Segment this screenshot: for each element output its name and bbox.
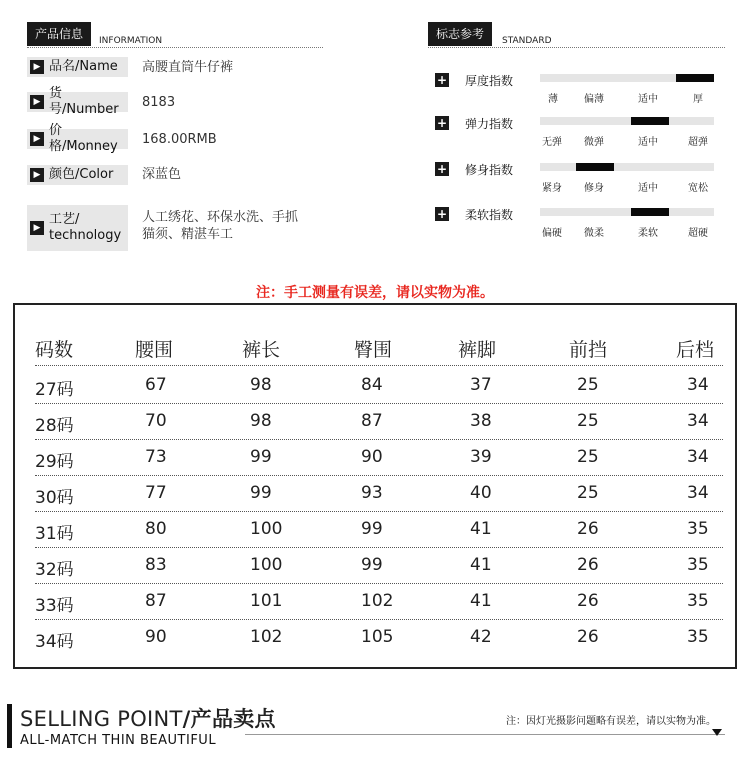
standard-option: 适中 (638, 137, 658, 148)
size-cell-front-rise: 26 (577, 591, 599, 611)
size-cell-size: 33码 (35, 596, 74, 616)
size-cell-back-rise: 35 (687, 519, 709, 539)
measurement-note: 注：手工测量有误差，请以实物为准。 (256, 285, 494, 301)
info-label-text (49, 212, 121, 244)
size-cell-hip: 102 (361, 591, 394, 611)
info-row-color (27, 165, 323, 185)
standard-option: 适中 (638, 183, 658, 194)
size-table-rule (35, 547, 723, 548)
standard-item-name: 柔软指数 (465, 208, 514, 222)
info-header-tag: 产品信息 (27, 22, 91, 46)
info-label-text: 品名/Name (49, 59, 118, 74)
info-label-color (27, 165, 128, 185)
size-cell-hem: 41 (470, 555, 492, 575)
standard-option: 偏薄 (584, 94, 604, 105)
standard-option: 适中 (638, 94, 658, 105)
standard-item-softness (435, 204, 725, 244)
size-table-rule (35, 583, 723, 584)
size-header-hem: 裤脚 (458, 339, 497, 361)
info-label-line: technology (49, 228, 122, 243)
size-cell-back-rise: 35 (687, 627, 709, 647)
info-row-price (27, 123, 323, 154)
size-cell-hem: 42 (470, 627, 492, 647)
standard-scale-marker (631, 208, 669, 216)
info-value-line: 猫须、精湛车工 (142, 227, 234, 242)
size-cell-length: 100 (250, 555, 283, 575)
size-cell-back-rise: 34 (687, 483, 709, 503)
standard-scale-bar (540, 117, 714, 125)
size-cell-length: 99 (250, 483, 272, 503)
standard-item-elasticity (435, 113, 725, 153)
standard-header (428, 22, 725, 48)
size-cell-length: 100 (250, 519, 283, 539)
size-cell-back-rise: 34 (687, 375, 709, 395)
size-cell-hem: 41 (470, 591, 492, 611)
size-cell-hem: 41 (470, 519, 492, 539)
size-table-rule (35, 403, 723, 404)
info-value-price: 168.00RMB (142, 132, 217, 147)
info-value-color: 深蓝色 (142, 167, 182, 182)
size-table-rule (35, 619, 723, 620)
size-cell-length: 99 (250, 447, 272, 467)
arrow-right-icon: ▶ (30, 60, 44, 74)
info-label-text: 货号/Number (49, 86, 119, 117)
size-cell-front-rise: 25 (577, 411, 599, 431)
standard-scale-marker (576, 163, 614, 171)
standard-item-fit (435, 159, 725, 199)
standard-item-name: 弹力指数 (465, 117, 514, 131)
standard-option: 无弹 (542, 137, 562, 148)
info-row-technology (27, 205, 323, 251)
selling-point-title-cn: /产品卖点 (182, 707, 276, 731)
size-cell-hem: 39 (470, 447, 492, 467)
info-header-rule (27, 47, 323, 48)
standard-scale-bar (540, 74, 714, 82)
size-cell-size: 29码 (35, 452, 74, 472)
size-cell-size: 31码 (35, 524, 74, 544)
size-cell-hip: 99 (361, 519, 383, 539)
size-cell-length: 98 (250, 375, 272, 395)
standard-option: 超弹 (688, 137, 708, 148)
info-value-number: 8183 (142, 95, 176, 110)
info-label-number (27, 86, 128, 117)
info-label-price (27, 123, 128, 154)
size-table-rule (35, 365, 723, 366)
size-cell-waist: 80 (145, 519, 167, 539)
plus-icon: + (436, 73, 448, 87)
selling-point-bar (7, 704, 12, 748)
standard-option: 宽松 (688, 183, 708, 194)
size-cell-waist: 70 (145, 411, 167, 431)
standard-header-rule (428, 47, 725, 48)
size-cell-back-rise: 34 (687, 411, 709, 431)
size-cell-front-rise: 25 (577, 447, 599, 467)
info-row-name (27, 57, 323, 77)
size-cell-back-rise: 34 (687, 447, 709, 467)
standard-scale-bar (540, 163, 714, 171)
plus-icon: + (436, 207, 448, 221)
size-cell-size: 28码 (35, 416, 74, 436)
standard-scale-bar (540, 208, 714, 216)
standard-option: 薄 (548, 94, 558, 105)
standard-option: 偏硬 (542, 228, 562, 239)
size-cell-hip: 93 (361, 483, 383, 503)
size-cell-front-rise: 25 (577, 375, 599, 395)
size-table-rule (35, 511, 723, 512)
arrow-right-icon: ▶ (30, 132, 44, 146)
selling-point-rule (245, 734, 725, 735)
info-value-technology (142, 209, 298, 243)
plus-icon: + (436, 116, 448, 130)
size-table (13, 303, 737, 669)
size-cell-size: 30码 (35, 488, 74, 508)
size-cell-hip: 87 (361, 411, 383, 431)
arrow-right-icon: ▶ (30, 168, 44, 182)
size-cell-waist: 77 (145, 483, 167, 503)
arrow-right-icon: ▶ (30, 95, 44, 109)
standard-option: 柔软 (638, 228, 658, 239)
size-cell-waist: 73 (145, 447, 167, 467)
standard-option: 修身 (584, 183, 604, 194)
standard-option: 紧身 (542, 183, 562, 194)
size-cell-front-rise: 26 (577, 519, 599, 539)
selling-point-subtitle: ALL-MATCH THIN BEAUTIFUL (20, 733, 217, 748)
size-header-waist: 腰围 (135, 339, 174, 361)
standard-item-thickness (435, 70, 725, 110)
standard-option: 超硬 (688, 228, 708, 239)
triangle-down-icon (712, 729, 722, 736)
info-label-line: 工艺/ (49, 212, 80, 227)
size-cell-hip: 99 (361, 555, 383, 575)
standard-option: 厚 (693, 94, 703, 105)
standard-header-tag: 标志参考 (428, 22, 492, 46)
size-cell-hem: 40 (470, 483, 492, 503)
size-cell-waist: 67 (145, 375, 167, 395)
size-cell-hem: 37 (470, 375, 492, 395)
size-cell-front-rise: 26 (577, 555, 599, 575)
info-label-text: 颜色/Color (49, 167, 114, 182)
selling-point-note: 注：因灯光摄影问题略有误差，请以实物为准。 (506, 716, 716, 727)
size-header-hip: 臀围 (354, 339, 393, 361)
size-header-front-rise: 前挡 (569, 339, 608, 361)
size-header-length: 裤长 (242, 339, 281, 361)
size-cell-size: 27码 (35, 380, 74, 400)
size-cell-size: 34码 (35, 632, 74, 652)
selling-point-title (20, 703, 276, 733)
size-cell-waist: 90 (145, 627, 167, 647)
size-table-rule (35, 475, 723, 476)
size-cell-hip: 84 (361, 375, 383, 395)
info-value-line: 人工绣花、环保水洗、手抓 (142, 210, 299, 225)
standard-item-name: 修身指数 (465, 163, 514, 177)
info-header-sub: INFORMATION (99, 36, 163, 46)
info-label-name (27, 57, 128, 77)
arrow-right-icon: ▶ (30, 221, 44, 235)
size-cell-waist: 87 (145, 591, 167, 611)
size-cell-back-rise: 35 (687, 591, 709, 611)
size-table-rule (35, 439, 723, 440)
info-row-number (27, 86, 323, 117)
info-label-technology (27, 205, 128, 251)
standard-header-sub: STANDARD (502, 36, 552, 46)
size-cell-back-rise: 35 (687, 555, 709, 575)
standard-option: 微柔 (584, 228, 604, 239)
standard-option: 微弹 (584, 137, 604, 148)
size-cell-length: 102 (250, 627, 283, 647)
standard-scale-marker (676, 74, 714, 82)
size-cell-hip: 90 (361, 447, 383, 467)
size-cell-length: 98 (250, 411, 272, 431)
size-cell-hip: 105 (361, 627, 394, 647)
size-cell-waist: 83 (145, 555, 167, 575)
size-cell-size: 32码 (35, 560, 74, 580)
info-label-text: 价格/Monney (49, 123, 118, 154)
size-header-back-rise: 后档 (676, 339, 715, 361)
selling-point-title-en: SELLING POINT (20, 707, 183, 731)
size-cell-hem: 38 (470, 411, 492, 431)
size-header-size: 码数 (35, 339, 74, 361)
size-cell-length: 101 (250, 591, 283, 611)
size-cell-front-rise: 26 (577, 627, 599, 647)
standard-scale-marker (631, 117, 669, 125)
standard-item-name: 厚度指数 (465, 74, 514, 88)
plus-icon: + (436, 162, 448, 176)
info-value-name: 高腰直筒牛仔裤 (142, 60, 234, 75)
size-cell-front-rise: 25 (577, 483, 599, 503)
info-header (27, 22, 323, 48)
